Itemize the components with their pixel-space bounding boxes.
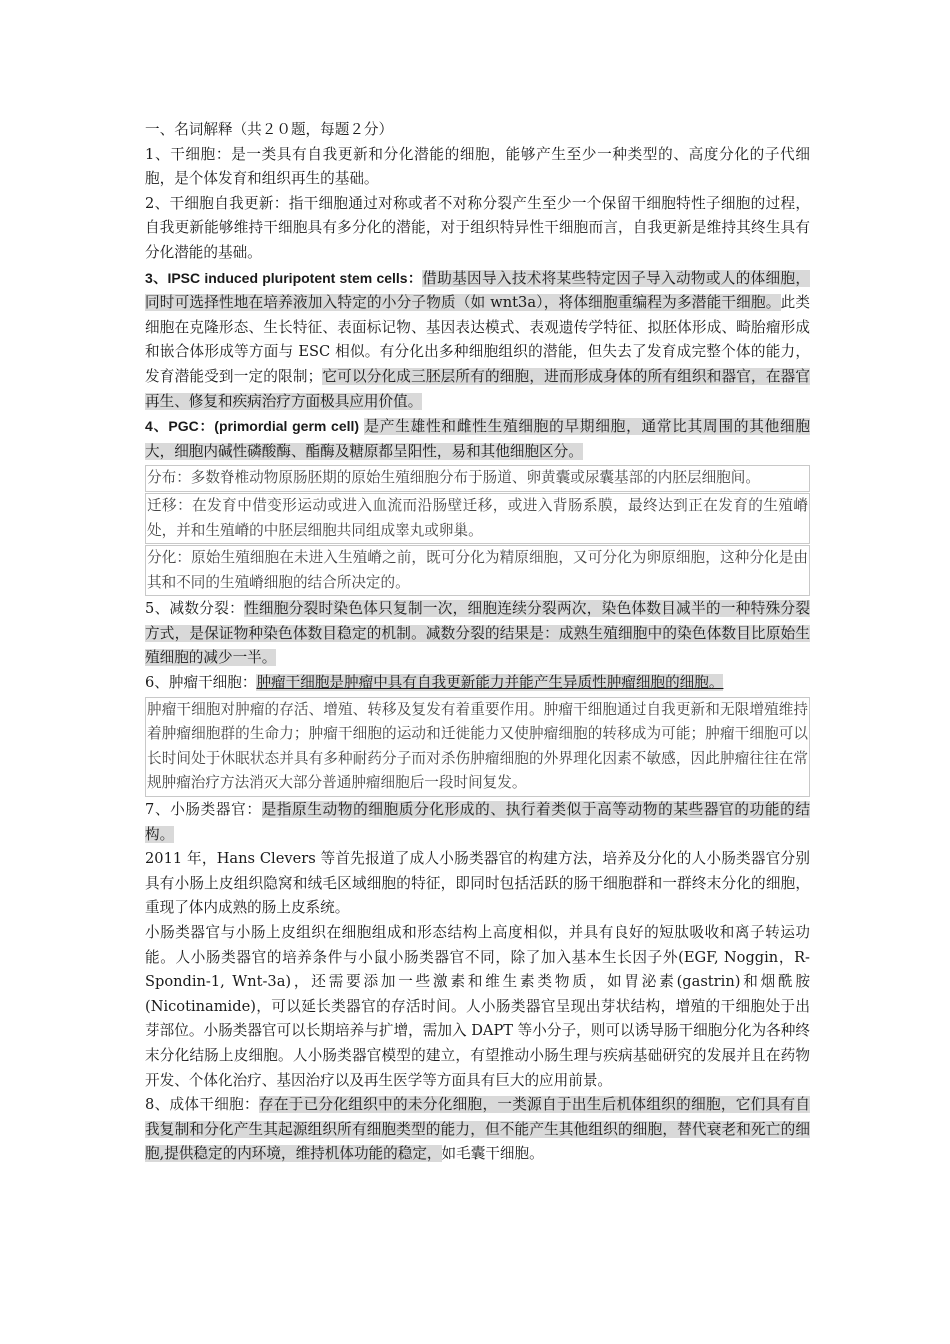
- organoid-paragraph-2: 小肠类器官与小肠上皮组织在细胞组成和形态结构上高度相似，并具有良好的短肽吸收和离子转运功能。人小肠类器官的培养条件与小鼠小肠类器官不同，除了加入基本生长因子外(EGF, Noggin，R-Spondin-1, Wnt-3a)，还需要添加一些激素和维生素类物质，如胃泌素(gastrin)和烟酰胺(Nicotinamide)，可以延长类器官的存活时间。人小肠类器官呈现出芽状结构，增殖的干细胞处于出芽部位。小肠类器官可以长期培养与扩增，需加入 DAPT 等小分子，则可以诱导肠干细胞分化为各种终末分化结肠上皮细胞。人小肠类器官模型的建立，有望推动小肠生理与疾病基础研究的发展并且在药物开发、个体化治疗、基因治疗以及再生医学等方面具有巨大的应用前景。: [145, 924, 810, 1089]
- organoid-paragraph-1: 2011 年，Hans Clevers 等首先报道了成人小肠类器官的构建方法，培养及分化的人小肠类器官分别具有小肠上皮组织隐窝和绒毛区域细胞的特征，即同时包括活跃的肠干细胞群和一群终末分化的细胞，重现了体内成熟的肠上皮系统。: [145, 850, 810, 917]
- entry-label: 7、小肠类器官：: [145, 801, 262, 819]
- entry-adult-stem-cell: [145, 1093, 810, 1167]
- entry-label: 5、减数分裂：: [145, 600, 245, 618]
- highlighted-definition: 借助基因导入技术将某些特定因子导入动物或人的体细胞，同时可选择性地在培养液加入特定的小分子物质（如 wnt3a），将体细胞重编程为多潜能干细胞。: [145, 269, 810, 312]
- entry-label: 1、干细胞：: [145, 145, 232, 163]
- pgc-distribution-box: 分布：多数脊椎动物原肠胚期的原始生殖细胞分布于肠道、卵黄囊或尿囊基部的内胚层细胞间。: [145, 465, 810, 492]
- pgc-differentiation-box: 分化：原始生殖细胞在未进入生殖嵴之前，既可分化为精原细胞，又可分化为卵原细胞，这种分化是由其和不同的生殖嵴细胞的结合所决定的。: [145, 545, 810, 596]
- highlighted-definition: 性细胞分裂时染色体只复制一次，细胞连续分裂两次，染色体数目减半的一种特殊分裂方式，是保证物种染色体数目稳定的机制。减数分裂的结果是：成熟生殖细胞中的染色体数目比原始生殖细胞的减少一半。: [145, 600, 810, 667]
- entry-ipsc: [145, 266, 810, 415]
- highlighted-definition: 是产生雄性和雌性生殖细胞的早期细胞，通常比其周围的其他细胞大，细胞内碱性磷酸酶、酯酶及糖原都呈阳性，易和其他细胞区分。: [145, 418, 810, 460]
- highlighted-definition: 是指原生动物的细胞质分化形成的、执行着类似于高等动物的某些器官的功能的结构。: [145, 801, 810, 843]
- section-title: 一、名词解释（共２０题，每题２分）: [145, 121, 394, 138]
- highlighted-definition: 存在于已分化组织中的未分化细胞，一类源自于出生后机体组织的细胞，它们具有自我复制和分化产生其起源组织所有细胞类型的能力，但不能产生其他组织的细胞，替代衰老和死亡的细胞,提供稳定的内环境，维持机体功能的稳定，: [145, 1096, 810, 1163]
- entry-label: 8、成体干细胞：: [145, 1096, 259, 1114]
- entry-label: 3、IPSC induced pluripotent stem cells：: [145, 269, 423, 286]
- cancer-stem-cell-detail-box: 肿瘤干细胞对肿瘤的存活、增殖、转移及复发有着重要作用。肿瘤干细胞通过自我更新和无限增殖维持着肿瘤细胞群的生命力；肿瘤干细胞的运动和迁徙能力又使肿瘤细胞的转移成为可能；肿瘤干细胞可以长时间处于休眠状态并具有多种耐药分子而对杀伤肿瘤细胞的外界理化因素不敏感，因此肿瘤往往在常规肿瘤治疗方法消灭大部分普通肿瘤细胞后一段时间复发。: [145, 697, 810, 797]
- entry-label: 4、PGC：(primordial germ cell): [145, 418, 360, 435]
- entry-definition: 是一类具有自我更新和分化潜能的细胞，能够产生至少一种类型的、高度分化的子代细胞，是个体发育和组织再生的基础。: [145, 145, 810, 188]
- highlighted-definition: 它可以分化成三胚层所有的细胞，进而形成身体的所有组织和器官，在器官再生、修复和疾病治疗方面极具应用价值。: [145, 367, 810, 410]
- entry-intestinal-organoid: [145, 798, 810, 847]
- entry-cancer-stem-cell: [145, 671, 810, 696]
- highlighted-definition: 肿瘤干细胞是肿瘤中具有自我更新能力并能产生异质性肿瘤细胞的细胞。: [256, 674, 724, 692]
- entry-description: 此类细胞在克隆形态、生长特征、表面标记物、基因表达模式、表观遗传学特征、拟胚体形成、畸胎瘤形成和嵌合体形成等方面与 ESC 相似。有分化出多种细胞组织的潜能，但失去了发育成完整个体的能力，发育潜能受到一定的限制；: [145, 294, 810, 385]
- entry-self-renewal: [145, 192, 810, 266]
- entry-example: 如毛囊干细胞。: [441, 1145, 544, 1163]
- entry-label: 2、干细胞自我更新：: [145, 194, 289, 212]
- entry-stem-cell: [145, 143, 810, 192]
- entry-definition: 指干细胞通过对称或者不对称分裂产生至少一个保留干细胞特性子细胞的过程，自我更新能够维持干细胞具有多分化的潜能，对于组织特异性干细胞而言，自我更新是维持其终生具有分化潜能的基础。: [145, 194, 810, 261]
- entry-meiosis: [145, 597, 810, 671]
- entry-pgc: [145, 414, 810, 464]
- pgc-migration-box: 迁移：在发育中借变形运动或进入血流而沿肠壁迁移，或进入背肠系膜，最终达到正在发育的生殖嵴处，并和生殖嵴的中胚层细胞共同组成睾丸或卵巢。: [145, 493, 810, 544]
- entry-label: 6、肿瘤干细胞：: [145, 674, 257, 692]
